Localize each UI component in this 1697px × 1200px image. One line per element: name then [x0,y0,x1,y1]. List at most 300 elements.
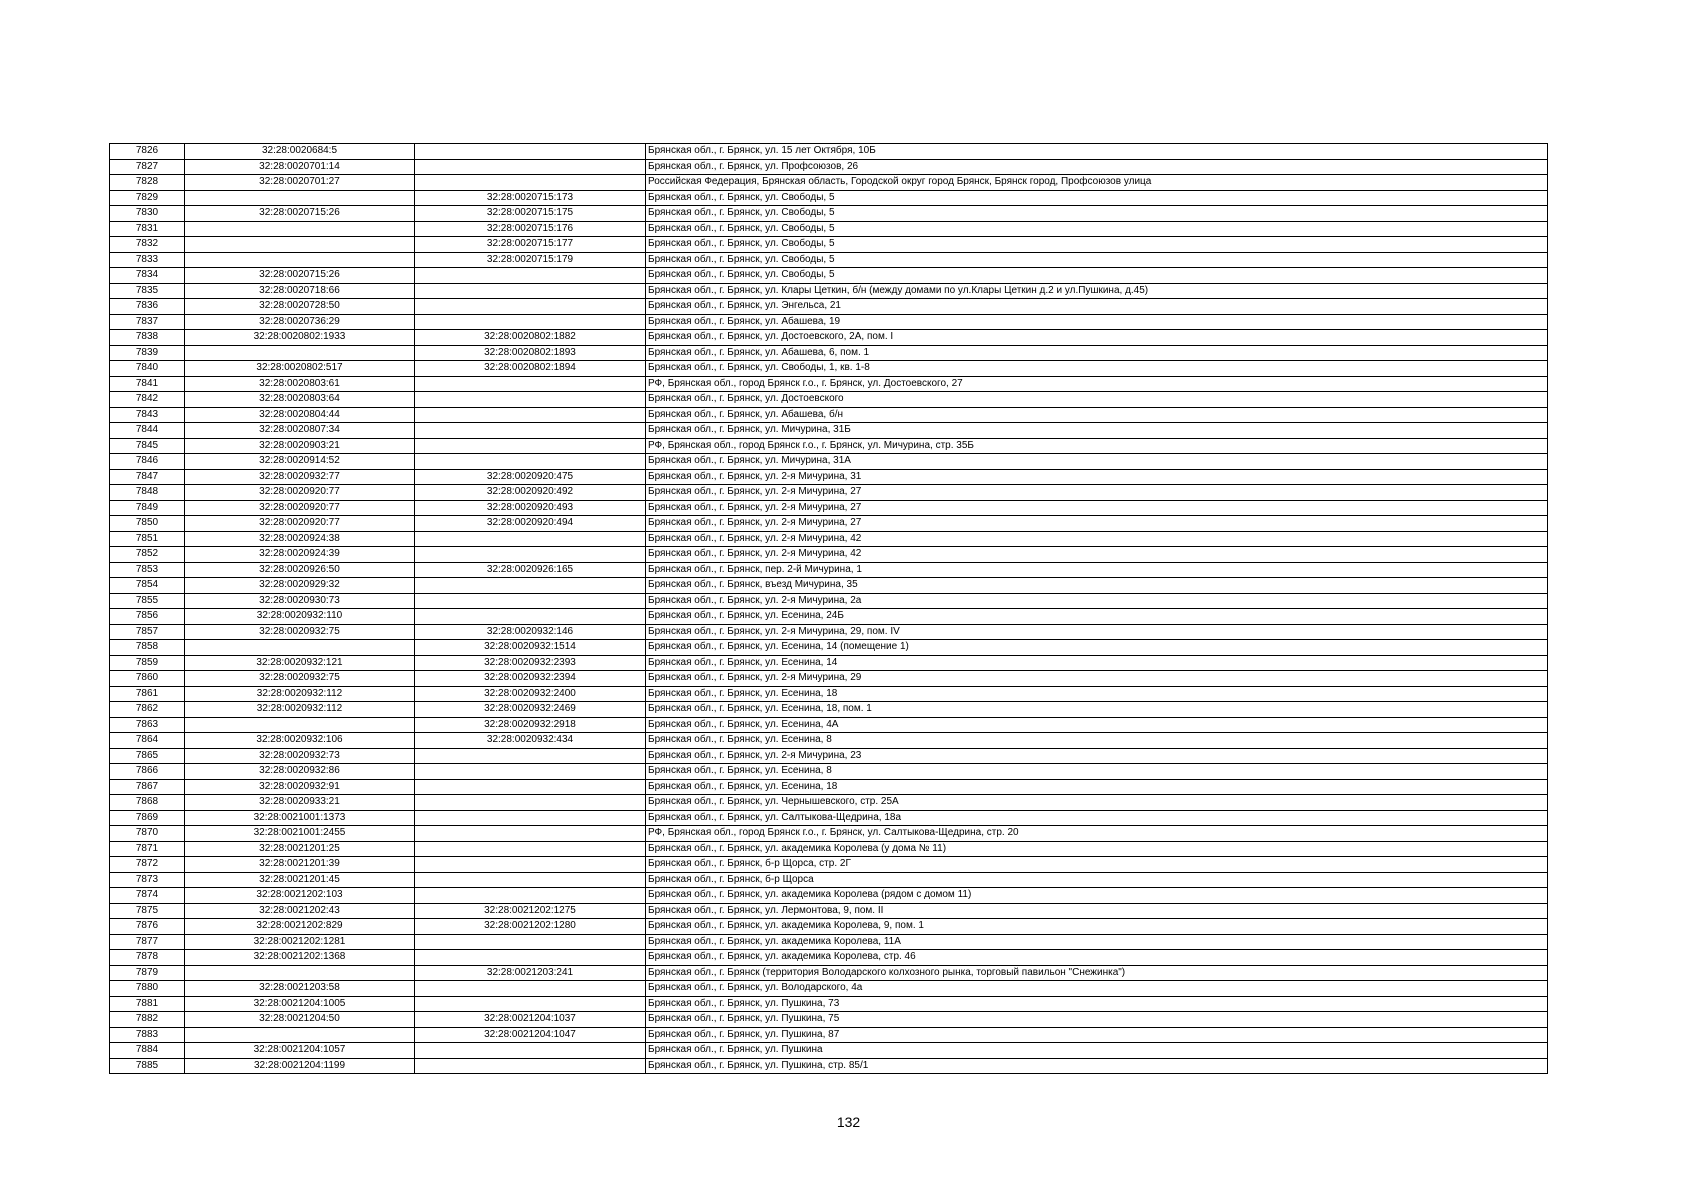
land-cadastral-number-cell: 32:28:0021001:2455 [185,826,415,842]
address-cell: Брянская обл., г. Брянск, ул. Свободы, 5 [646,206,1548,222]
land-cadastral-number-cell: 32:28:0020802:517 [185,361,415,377]
land-cadastral-number-cell: 32:28:0020932:75 [185,624,415,640]
address-cell: Брянская обл., г. Брянск, ул. Есенина, 18 [646,779,1548,795]
row-number-cell: 7862 [110,702,185,718]
address-cell: Брянская обл., г. Брянск, ул. Свободы, 5 [646,237,1548,253]
table-row [110,454,1548,470]
address-cell: Брянская обл., г. Брянск (территория Володарского колхозного рынка, торговый павильон "Снежинка") [646,965,1548,981]
row-number-cell: 7870 [110,826,185,842]
object-cadastral-number-cell: 32:28:0021203:241 [415,965,646,981]
object-cadastral-number-cell [415,1058,646,1074]
row-number-cell: 7841 [110,376,185,392]
address-cell: РФ, Брянская обл., город Брянск г.о., г. Брянск, ул. Салтыкова-Щедрина, стр. 20 [646,826,1548,842]
row-number-cell: 7856 [110,609,185,625]
table-row [110,1012,1548,1028]
address-cell: Брянская обл., г. Брянск, ул. Володарского, 4а [646,981,1548,997]
table-row [110,888,1548,904]
address-cell: Брянская обл., г. Брянск, ул. 2-я Мичурина, 31 [646,469,1548,485]
table-row [110,826,1548,842]
table-row [110,965,1548,981]
row-number-cell: 7866 [110,764,185,780]
address-cell: Брянская обл., г. Брянск, ул. Лермонтова, 9, пом. II [646,903,1548,919]
object-cadastral-number-cell: 32:28:0020920:493 [415,500,646,516]
object-cadastral-number-cell [415,283,646,299]
row-number-cell: 7846 [110,454,185,470]
address-cell: Брянская обл., г. Брянск, ул. Есенина, 4А [646,717,1548,733]
table-row [110,841,1548,857]
table-row [110,624,1548,640]
land-cadastral-number-cell: 32:28:0021201:45 [185,872,415,888]
row-number-cell: 7832 [110,237,185,253]
address-cell: Брянская обл., г. Брянск, ул. академика Королева, стр. 46 [646,950,1548,966]
land-cadastral-number-cell: 32:28:0020932:112 [185,702,415,718]
object-cadastral-number-cell [415,609,646,625]
address-cell: Брянская обл., г. Брянск, ул. Есенина, 8 [646,764,1548,780]
land-cadastral-number-cell: 32:28:0020932:121 [185,655,415,671]
table-row [110,175,1548,191]
object-cadastral-number-cell: 32:28:0020802:1882 [415,330,646,346]
object-cadastral-number-cell [415,376,646,392]
land-cadastral-number-cell [185,221,415,237]
table-row [110,314,1548,330]
land-cadastral-number-cell: 32:28:0021203:58 [185,981,415,997]
table-row [110,748,1548,764]
land-cadastral-number-cell [185,190,415,206]
object-cadastral-number-cell [415,795,646,811]
object-cadastral-number-cell: 32:28:0021202:1275 [415,903,646,919]
object-cadastral-number-cell: 32:28:0020715:173 [415,190,646,206]
table-row [110,361,1548,377]
address-cell: Брянская обл., г. Брянск, пер. 2-й Мичурина, 1 [646,562,1548,578]
object-cadastral-number-cell [415,175,646,191]
object-cadastral-number-cell: 32:28:0020920:494 [415,516,646,532]
table-row [110,159,1548,175]
address-cell: Брянская обл., г. Брянск, ул. Абашева, 19 [646,314,1548,330]
object-cadastral-number-cell [415,578,646,594]
land-cadastral-number-cell: 32:28:0020932:75 [185,671,415,687]
row-number-cell: 7871 [110,841,185,857]
object-cadastral-number-cell [415,144,646,160]
object-cadastral-number-cell: 32:28:0021202:1280 [415,919,646,935]
land-cadastral-number-cell: 32:28:0020932:73 [185,748,415,764]
land-cadastral-number-cell: 32:28:0020807:34 [185,423,415,439]
land-cadastral-number-cell: 32:28:0021204:1199 [185,1058,415,1074]
table-row [110,268,1548,284]
row-number-cell: 7840 [110,361,185,377]
object-cadastral-number-cell: 32:28:0020932:2394 [415,671,646,687]
table-row [110,795,1548,811]
table-row [110,857,1548,873]
land-cadastral-number-cell: 32:28:0021202:829 [185,919,415,935]
table-body [110,144,1548,1074]
land-cadastral-number-cell: 32:28:0020684:5 [185,144,415,160]
row-number-cell: 7830 [110,206,185,222]
address-cell: Брянская обл., г. Брянск, ул. Достоевского, 2А, пом. I [646,330,1548,346]
table-row [110,206,1548,222]
object-cadastral-number-cell [415,981,646,997]
object-cadastral-number-cell [415,159,646,175]
row-number-cell: 7860 [110,671,185,687]
address-cell: Брянская обл., г. Брянск, ул. 2-я Мичурина, 23 [646,748,1548,764]
table-row [110,330,1548,346]
land-cadastral-number-cell: 32:28:0021201:39 [185,857,415,873]
row-number-cell: 7878 [110,950,185,966]
land-cadastral-number-cell: 32:28:0020803:64 [185,392,415,408]
land-cadastral-number-cell: 32:28:0021204:50 [185,1012,415,1028]
object-cadastral-number-cell: 32:28:0020932:1514 [415,640,646,656]
address-cell: Брянская обл., г. Брянск, ул. Профсоюзов, 26 [646,159,1548,175]
row-number-cell: 7833 [110,252,185,268]
row-number-cell: 7837 [110,314,185,330]
land-cadastral-number-cell: 32:28:0020932:110 [185,609,415,625]
row-number-cell: 7831 [110,221,185,237]
land-cadastral-number-cell: 32:28:0020933:21 [185,795,415,811]
object-cadastral-number-cell [415,996,646,1012]
land-cadastral-number-cell: 32:28:0020804:44 [185,407,415,423]
table-row [110,981,1548,997]
land-cadastral-number-cell: 32:28:0021001:1373 [185,810,415,826]
table-row [110,283,1548,299]
address-cell: Брянская обл., г. Брянск, ул. Чернышевского, стр. 25А [646,795,1548,811]
row-number-cell: 7876 [110,919,185,935]
land-cadastral-number-cell: 32:28:0021204:1005 [185,996,415,1012]
land-cadastral-number-cell: 32:28:0021202:1368 [185,950,415,966]
row-number-cell: 7873 [110,872,185,888]
object-cadastral-number-cell: 32:28:0020802:1893 [415,345,646,361]
row-number-cell: 7845 [110,438,185,454]
address-cell: Брянская обл., г. Брянск, ул. Мичурина, 31Б [646,423,1548,439]
row-number-cell: 7869 [110,810,185,826]
land-cadastral-number-cell: 32:28:0020701:27 [185,175,415,191]
table-row [110,438,1548,454]
object-cadastral-number-cell [415,454,646,470]
row-number-cell: 7859 [110,655,185,671]
address-cell: Брянская обл., г. Брянск, въезд Мичурина, 35 [646,578,1548,594]
land-cadastral-number-cell [185,965,415,981]
object-cadastral-number-cell [415,299,646,315]
row-number-cell: 7854 [110,578,185,594]
object-cadastral-number-cell: 32:28:0020920:492 [415,485,646,501]
row-number-cell: 7881 [110,996,185,1012]
row-number-cell: 7850 [110,516,185,532]
object-cadastral-number-cell [415,407,646,423]
table-row [110,1027,1548,1043]
address-cell: Брянская обл., г. Брянск, ул. 2-я Мичурина, 2а [646,593,1548,609]
table-row [110,717,1548,733]
address-cell: Брянская обл., г. Брянск, ул. академика Королева, 11А [646,934,1548,950]
row-number-cell: 7827 [110,159,185,175]
row-number-cell: 7864 [110,733,185,749]
table-row [110,1043,1548,1059]
object-cadastral-number-cell [415,810,646,826]
land-cadastral-number-cell: 32:28:0020932:106 [185,733,415,749]
table-row [110,934,1548,950]
land-cadastral-number-cell: 32:28:0020920:77 [185,500,415,516]
address-cell: Брянская обл., г. Брянск, ул. Пушкина, стр. 85/1 [646,1058,1548,1074]
table-row [110,702,1548,718]
row-number-cell: 7828 [110,175,185,191]
table-row [110,919,1548,935]
land-cadastral-number-cell: 32:28:0021202:43 [185,903,415,919]
object-cadastral-number-cell [415,764,646,780]
address-cell: Брянская обл., г. Брянск, ул. Мичурина, 31А [646,454,1548,470]
object-cadastral-number-cell [415,872,646,888]
object-cadastral-number-cell [415,1043,646,1059]
address-cell: Брянская обл., г. Брянск, ул. Есенина, 14 (помещение 1) [646,640,1548,656]
land-cadastral-number-cell [185,640,415,656]
row-number-cell: 7867 [110,779,185,795]
table-row [110,531,1548,547]
table-row [110,655,1548,671]
address-cell: РФ, Брянская обл., город Брянск г.о., г. Брянск, ул. Мичурина, стр. 35Б [646,438,1548,454]
address-cell: Брянская обл., г. Брянск, ул. Есенина, 18 [646,686,1548,702]
object-cadastral-number-cell: 32:28:0021204:1037 [415,1012,646,1028]
address-cell: Брянская обл., г. Брянск, ул. 2-я Мичурина, 42 [646,531,1548,547]
object-cadastral-number-cell: 32:28:0020926:165 [415,562,646,578]
land-cadastral-number-cell: 32:28:0020903:21 [185,438,415,454]
land-cadastral-number-cell: 32:28:0020929:32 [185,578,415,594]
address-cell: Брянская обл., г. Брянск, ул. Достоевского [646,392,1548,408]
land-cadastral-number-cell: 32:28:0020728:50 [185,299,415,315]
address-cell: Брянская обл., г. Брянск, ул. Пушкина [646,1043,1548,1059]
table-row [110,221,1548,237]
row-number-cell: 7857 [110,624,185,640]
table-row [110,190,1548,206]
land-cadastral-number-cell: 32:28:0020736:29 [185,314,415,330]
row-number-cell: 7858 [110,640,185,656]
land-cadastral-number-cell [185,717,415,733]
table-row [110,593,1548,609]
address-cell: Брянская обл., г. Брянск, ул. академика Королева (у дома № 11) [646,841,1548,857]
address-cell: Брянская обл., г. Брянск, ул. Абашева, б/н [646,407,1548,423]
table-row [110,252,1548,268]
object-cadastral-number-cell [415,841,646,857]
table-row [110,903,1548,919]
land-cadastral-number-cell [185,252,415,268]
object-cadastral-number-cell [415,950,646,966]
address-cell: Брянская обл., г. Брянск, б-р Щорса, стр. 2Г [646,857,1548,873]
land-cadastral-number-cell: 32:28:0020701:14 [185,159,415,175]
object-cadastral-number-cell: 32:28:0020920:475 [415,469,646,485]
table-row [110,345,1548,361]
row-number-cell: 7855 [110,593,185,609]
land-cadastral-number-cell: 32:28:0020715:26 [185,206,415,222]
table-row [110,144,1548,160]
address-cell: Брянская обл., г. Брянск, ул. 2-я Мичурина, 27 [646,500,1548,516]
table-row [110,516,1548,532]
object-cadastral-number-cell: 32:28:0020932:2400 [415,686,646,702]
address-cell: Брянская обл., г. Брянск, ул. Есенина, 14 [646,655,1548,671]
table-row [110,469,1548,485]
table-row [110,810,1548,826]
land-cadastral-number-cell [185,345,415,361]
address-cell: Брянская обл., г. Брянск, ул. Есенина, 8 [646,733,1548,749]
address-cell: Брянская обл., г. Брянск, ул. Свободы, 1, кв. 1-8 [646,361,1548,377]
row-number-cell: 7863 [110,717,185,733]
row-number-cell: 7843 [110,407,185,423]
address-cell: Брянская обл., г. Брянск, ул. Пушкина, 75 [646,1012,1548,1028]
table-row [110,950,1548,966]
land-cadastral-number-cell: 32:28:0020932:77 [185,469,415,485]
table-row [110,547,1548,563]
row-number-cell: 7875 [110,903,185,919]
row-number-cell: 7861 [110,686,185,702]
object-cadastral-number-cell: 32:28:0020932:434 [415,733,646,749]
land-cadastral-number-cell: 32:28:0020932:86 [185,764,415,780]
object-cadastral-number-cell: 32:28:0020802:1894 [415,361,646,377]
address-cell: Брянская обл., г. Брянск, ул. 2-я Мичурина, 42 [646,547,1548,563]
object-cadastral-number-cell [415,268,646,284]
land-cadastral-number-cell: 32:28:0020914:52 [185,454,415,470]
object-cadastral-number-cell: 32:28:0020932:2469 [415,702,646,718]
row-number-cell: 7839 [110,345,185,361]
land-cadastral-number-cell: 32:28:0020920:77 [185,516,415,532]
object-cadastral-number-cell: 32:28:0020715:175 [415,206,646,222]
row-number-cell: 7847 [110,469,185,485]
object-cadastral-number-cell [415,593,646,609]
land-cadastral-number-cell [185,1027,415,1043]
row-number-cell: 7885 [110,1058,185,1074]
table-row [110,764,1548,780]
object-cadastral-number-cell [415,314,646,330]
address-cell: Брянская обл., г. Брянск, ул. академика Королева (рядом с домом 11) [646,888,1548,904]
object-cadastral-number-cell: 32:28:0020715:179 [415,252,646,268]
land-cadastral-number-cell: 32:28:0021202:1281 [185,934,415,950]
object-cadastral-number-cell: 32:28:0020715:177 [415,237,646,253]
table-row [110,423,1548,439]
object-cadastral-number-cell: 32:28:0020932:2918 [415,717,646,733]
row-number-cell: 7883 [110,1027,185,1043]
row-number-cell: 7829 [110,190,185,206]
table-row [110,1058,1548,1074]
land-cadastral-number-cell: 32:28:0020802:1933 [185,330,415,346]
row-number-cell: 7882 [110,1012,185,1028]
land-cadastral-number-cell: 32:28:0021202:103 [185,888,415,904]
table-row [110,686,1548,702]
row-number-cell: 7868 [110,795,185,811]
row-number-cell: 7838 [110,330,185,346]
row-number-cell: 7844 [110,423,185,439]
address-cell: Брянская обл., г. Брянск, ул. Есенина, 18, пом. 1 [646,702,1548,718]
row-number-cell: 7874 [110,888,185,904]
row-number-cell: 7826 [110,144,185,160]
land-cadastral-number-cell: 32:28:0020924:39 [185,547,415,563]
address-cell: Российская Федерация, Брянская область, Городской округ город Брянск, Брянск город, Профсоюзов улица [646,175,1548,191]
row-number-cell: 7851 [110,531,185,547]
object-cadastral-number-cell [415,547,646,563]
address-cell: Брянская обл., г. Брянск, ул. Салтыкова-Щедрина, 18а [646,810,1548,826]
object-cadastral-number-cell: 32:28:0020932:146 [415,624,646,640]
object-cadastral-number-cell [415,438,646,454]
row-number-cell: 7853 [110,562,185,578]
land-cadastral-number-cell: 32:28:0020932:112 [185,686,415,702]
land-cadastral-number-cell [185,237,415,253]
object-cadastral-number-cell [415,779,646,795]
row-number-cell: 7835 [110,283,185,299]
address-cell: Брянская обл., г. Брянск, ул. Свободы, 5 [646,221,1548,237]
row-number-cell: 7836 [110,299,185,315]
table-row [110,779,1548,795]
object-cadastral-number-cell [415,392,646,408]
land-cadastral-number-cell: 32:28:0020718:66 [185,283,415,299]
row-number-cell: 7872 [110,857,185,873]
table-row [110,299,1548,315]
row-number-cell: 7884 [110,1043,185,1059]
row-number-cell: 7879 [110,965,185,981]
table-row [110,733,1548,749]
object-cadastral-number-cell [415,934,646,950]
object-cadastral-number-cell: 32:28:0020932:2393 [415,655,646,671]
row-number-cell: 7852 [110,547,185,563]
address-cell: Брянская обл., г. Брянск, ул. Энгельса, 21 [646,299,1548,315]
address-cell: Брянская обл., г. Брянск, ул. 2-я Мичурина, 27 [646,516,1548,532]
address-cell: Брянская обл., г. Брянск, ул. 2-я Мичурина, 29 [646,671,1548,687]
table-row [110,237,1548,253]
table-row [110,485,1548,501]
land-cadastral-number-cell: 32:28:0021204:1057 [185,1043,415,1059]
table-row [110,376,1548,392]
land-cadastral-number-cell: 32:28:0020926:50 [185,562,415,578]
land-cadastral-number-cell: 32:28:0020920:77 [185,485,415,501]
address-cell: Брянская обл., г. Брянск, ул. Свободы, 5 [646,268,1548,284]
table-row [110,640,1548,656]
page-number: 132 [836,1114,861,1130]
address-cell: Брянская обл., г. Брянск, ул. Свободы, 5 [646,252,1548,268]
object-cadastral-number-cell [415,888,646,904]
row-number-cell: 7842 [110,392,185,408]
table-row [110,392,1548,408]
land-cadastral-number-cell: 32:28:0020932:91 [185,779,415,795]
land-cadastral-number-cell: 32:28:0020715:26 [185,268,415,284]
row-number-cell: 7880 [110,981,185,997]
row-number-cell: 7849 [110,500,185,516]
table-row [110,996,1548,1012]
land-cadastral-number-cell: 32:28:0020803:61 [185,376,415,392]
object-cadastral-number-cell [415,423,646,439]
table-row [110,609,1548,625]
object-cadastral-number-cell: 32:28:0020715:176 [415,221,646,237]
address-cell: Брянская обл., г. Брянск, ул. Свободы, 5 [646,190,1548,206]
table-row [110,872,1548,888]
object-cadastral-number-cell: 32:28:0021204:1047 [415,1027,646,1043]
land-cadastral-number-cell: 32:28:0020930:73 [185,593,415,609]
object-cadastral-number-cell [415,857,646,873]
row-number-cell: 7865 [110,748,185,764]
property-table [109,143,1548,1074]
row-number-cell: 7877 [110,934,185,950]
address-cell: Брянская обл., г. Брянск, ул. 15 лет Октября, 10Б [646,144,1548,160]
row-number-cell: 7834 [110,268,185,284]
address-cell: Брянская обл., г. Брянск, ул. Пушкина, 73 [646,996,1548,1012]
row-number-cell: 7848 [110,485,185,501]
table-row [110,562,1548,578]
table-row [110,578,1548,594]
table-row [110,671,1548,687]
object-cadastral-number-cell [415,531,646,547]
address-cell: Брянская обл., г. Брянск, ул. 2-я Мичурина, 27 [646,485,1548,501]
address-cell: Брянская обл., г. Брянск, ул. 2-я Мичурина, 29, пом. IV [646,624,1548,640]
object-cadastral-number-cell [415,748,646,764]
address-cell: Брянская обл., г. Брянск, ул. Клары Цеткин, б/н (между домами по ул.Клары Цеткин д.2 и ул.Пушкина, д.45) [646,283,1548,299]
address-cell: Брянская обл., г. Брянск, ул. Абашева, 6, пом. 1 [646,345,1548,361]
address-cell: Брянская обл., г. Брянск, ул. Есенина, 24Б [646,609,1548,625]
table-row [110,407,1548,423]
address-cell: РФ, Брянская обл., город Брянск г.о., г. Брянск, ул. Достоевского, 27 [646,376,1548,392]
land-cadastral-number-cell: 32:28:0020924:38 [185,531,415,547]
object-cadastral-number-cell [415,826,646,842]
address-cell: Брянская обл., г. Брянск, б-р Щорса [646,872,1548,888]
table-row [110,500,1548,516]
